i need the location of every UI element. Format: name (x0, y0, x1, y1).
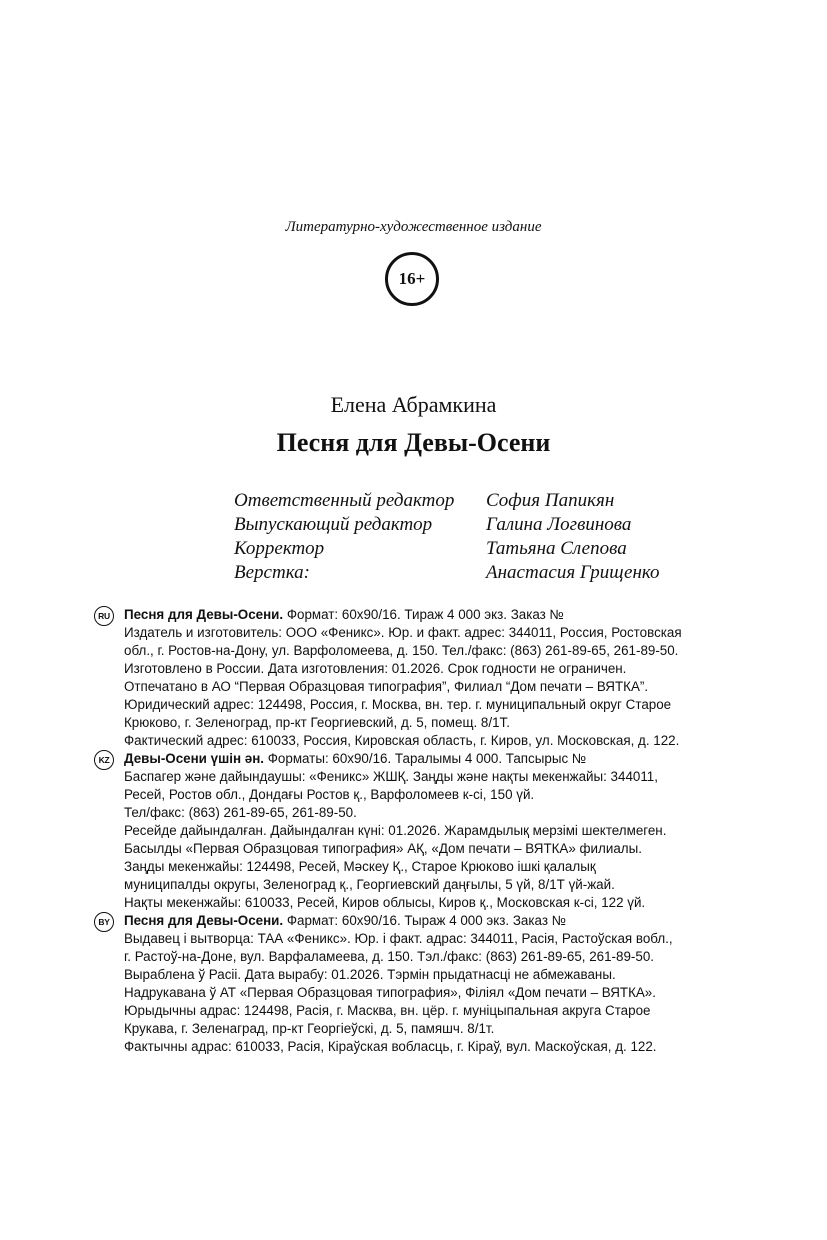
imprint-line: Выраблена ў Расіі. Дата вырабу: 01.2026. Тэрмін прыдатнасці не абмежаваны. (124, 967, 616, 982)
imprint-line: Крюково, г. Зеленоград, пр-кт Георгиевский, д. 5, помещ. 8/1Т. (124, 715, 510, 730)
imprint-line: Баспагер және дайындаушы: «Феникс» ЖШҚ. Заңды және нақты мекенжайы: 344011, (124, 769, 658, 784)
imprint-line: Крукава, г. Зеленаград, пр-кт Георгіеўскі, д. 5, памяшч. 8/1т. (124, 1021, 495, 1036)
imprint-block-by (94, 912, 794, 1056)
credit-row (234, 513, 660, 537)
imprint-line: Изготовлено в России. Дата изготовления: 01.2026. Срок годности не ограничен. (124, 661, 627, 676)
imprint-line: Выдавец і вытворца: ТАА «Феникс». Юр. і факт. адрас: 344011, Расія, Растоўская вобл., (124, 931, 673, 946)
credit-name: Татьяна Слепова (486, 538, 627, 559)
age-rating-badge: 16+ (385, 252, 439, 306)
imprint-title-details: Фармат: 60х90/16. Тыраж 4 000 экз. Заказ № (283, 913, 567, 928)
imprint-line: Издатель и изготовитель: ООО «Феникс». Юр. и факт. адрес: 344011, Россия, Ростовская (124, 625, 682, 640)
credit-name: Анастасия Грищенко (486, 562, 660, 583)
edition-type-subtitle: Литературно-художественное издание (285, 219, 542, 235)
imprint-title-line (124, 750, 794, 768)
imprint-line: Юрыдычны адрас: 124498, Расія, г. Масква, вн. цёр. г. муніцыпальная акруга Старое (124, 1003, 651, 1018)
credit-role: Корректор (234, 538, 325, 559)
kz-language-icon: KZ (94, 750, 114, 770)
imprint-line: Заңды мекенжайы: 124498, Ресей, Мәскеу Қ., Старое Крюково ішкі қалалық (124, 859, 596, 874)
imprint-line: Басылды «Первая Образцовая типография» АҚ, «Дом печати – ВЯТКА» филиалы. (124, 841, 642, 856)
credit-role: Ответственный редактор (234, 490, 455, 511)
imprint-title-line (124, 606, 794, 624)
imprint-line: Фактычны адрас: 610033, Расія, Кіраўская вобласць, г. Кіраў, вул. Маскоўская, д. 122. (124, 1039, 657, 1054)
imprint-title-details: Форматы: 60х90/16. Таралымы 4 000. Тапсырыс № (264, 751, 587, 766)
imprint-line: Ресей, Ростов обл., Дондағы Ростов қ., Варфоломеев к-сі, 150 үй. (124, 787, 535, 802)
imprint-line: Фактический адрес: 610033, Россия, Кировская область, г. Киров, ул. Московская, д. 122. (124, 733, 680, 748)
imprint-line: Ресейде дайындалған. Дайындалған күні: 01.2026. Жарамдылық мерзімі шектелмеген. (124, 823, 667, 838)
credit-row (234, 537, 660, 561)
imprint-line: обл., г. Ростов-на-Дону, ул. Варфоломеева, д. 150. Тел./факс: (863) 261-89-65, 261-89-50. (124, 643, 679, 658)
imprint-line: Нақты мекенжайы: 610033, Ресей, Киров облысы, Киров қ., Московская к-сі, 122 үй. (124, 895, 646, 910)
ru-language-icon: RU (94, 606, 114, 626)
credit-row (234, 561, 660, 585)
imprint-line: Юридический адрес: 124498, Россия, г. Москва, вн. тер. г. муниципальный округ Старое (124, 697, 672, 712)
imprint-title: Песня для Девы-Осени. (124, 607, 284, 622)
imprint-title-line (124, 912, 794, 930)
book-title: Песня для Девы-Осени (276, 428, 551, 457)
imprint-block-ru (94, 606, 794, 750)
imprint-section (94, 606, 794, 1056)
imprint-line: Надрукавана ў АТ «Первая Образцовая типография», Філіял «Дом печати – ВЯТКА». (124, 985, 656, 1000)
credits-list (234, 489, 660, 585)
imprint-title: Девы-Осени үшін ән. (124, 751, 265, 766)
imprint-line: г. Растоў-на-Доне, вул. Варфаламеева, д. 150. Тэл./факс: (863) 261-89-65, 261-89-50. (124, 949, 654, 964)
credit-role: Верстка: (234, 562, 310, 583)
credit-name: София Папикян (486, 490, 615, 511)
imprint-title-details: Формат: 60х90/16. Тираж 4 000 экз. Заказ № (283, 607, 564, 622)
imprint-line: муниципалды округы, Зеленоград қ., Георгиевский даңғылы, 5 үй, 8/1Т үй-жай. (124, 877, 615, 892)
by-language-icon: BY (94, 912, 114, 932)
credit-name: Галина Логвинова (486, 514, 632, 535)
imprint-line: Тел/факс: (863) 261-89-65, 261-89-50. (124, 805, 357, 820)
credit-role: Выпускающий редактор (234, 514, 433, 535)
imprint-title: Песня для Девы-Осени. (124, 913, 284, 928)
imprint-block-kz (94, 750, 794, 912)
book-author: Елена Абрамкина (330, 392, 497, 417)
imprint-line: Отпечатано в АО “Первая Образцовая типография”, Филиал “Дом печати – ВЯТКА”. (124, 679, 649, 694)
credit-row (234, 489, 660, 513)
